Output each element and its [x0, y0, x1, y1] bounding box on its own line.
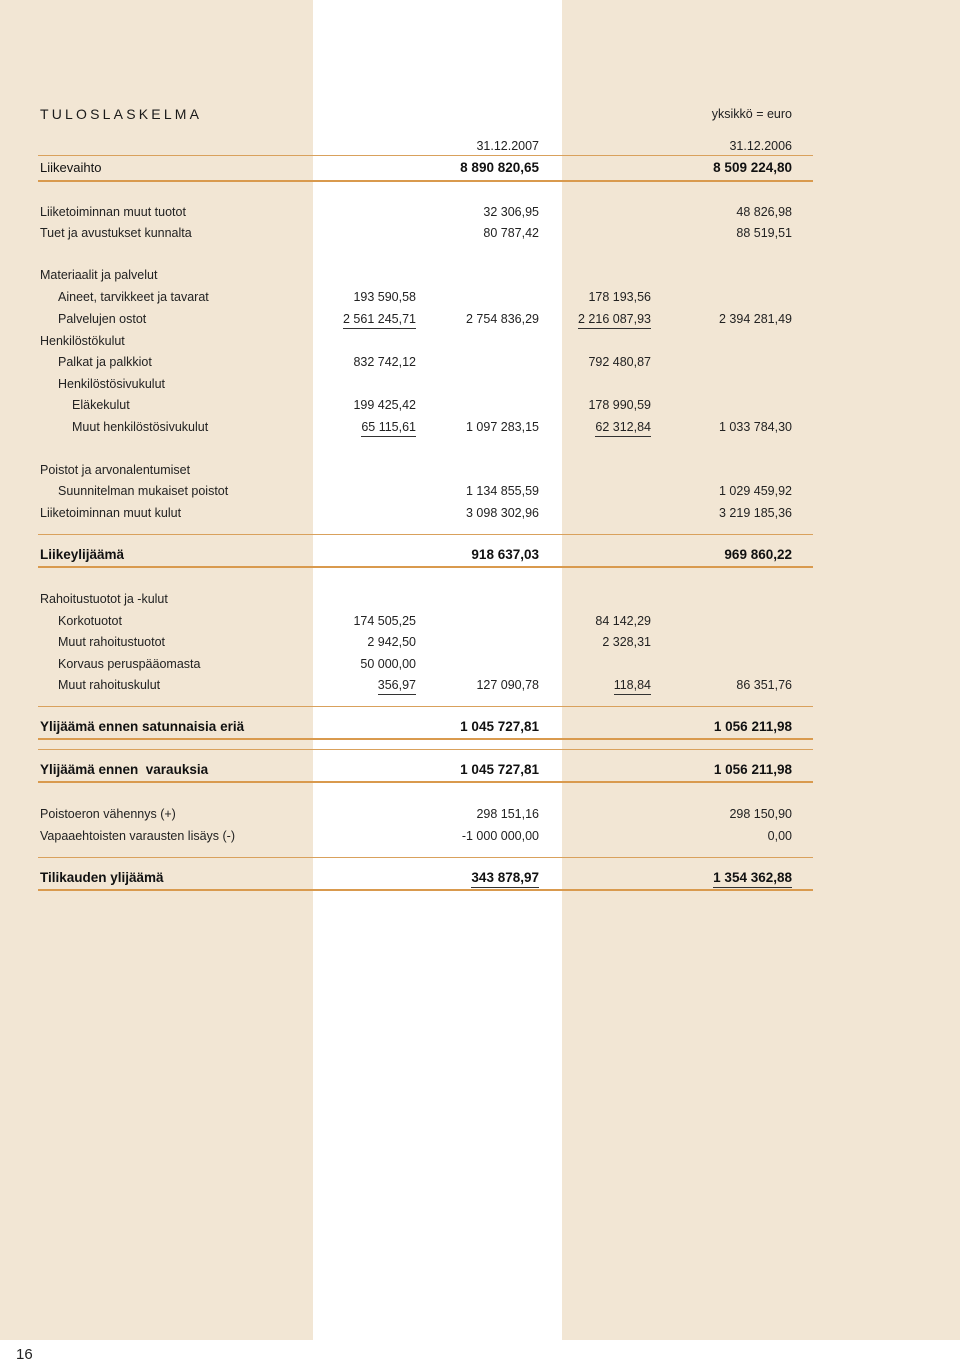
section-rule — [38, 738, 813, 740]
row-label: Korvaus peruspääomasta — [58, 657, 201, 671]
subvalue-2007: 65 115,61 — [361, 418, 416, 437]
value-2006: 2 394 281,49 — [719, 312, 792, 326]
row-label: Liiketoiminnan muut tuotot — [40, 205, 186, 219]
value-2007: 127 090,78 — [476, 678, 539, 692]
value-2006: 8 509 224,80 — [713, 160, 792, 175]
subvalue-2006: 2 328,31 — [602, 635, 651, 649]
value-2006: 1 354 362,88 — [713, 869, 792, 888]
row-elakekulut — [0, 396, 960, 418]
row-palkat — [0, 353, 960, 375]
value-2007: 1 134 855,59 — [466, 484, 539, 498]
value-2007: 3 098 302,96 — [466, 506, 539, 520]
row-vapaaehtoiset — [0, 827, 960, 849]
value-2006: 88 519,51 — [736, 226, 792, 240]
value-2007: 80 787,42 — [483, 226, 539, 240]
subvalue-2007: 50 000,00 — [360, 657, 416, 671]
value-2007: 8 890 820,65 — [460, 160, 539, 175]
value-2006: 48 826,98 — [736, 205, 792, 219]
row-label: Liikeylijäämä — [40, 547, 125, 562]
value-2006: 1 056 211,98 — [713, 719, 792, 734]
value-2006: 0,00 — [767, 829, 792, 843]
row-label: Poistot ja arvonalentumiset — [40, 463, 191, 477]
value-2006: 1 029 459,92 — [719, 484, 792, 498]
page-number: 16 — [16, 1346, 33, 1363]
value-2007: -1 000 000,00 — [461, 829, 539, 843]
row-aineet — [0, 288, 960, 310]
row-label: Materiaalit ja palvelut — [40, 268, 158, 282]
value-2006: 969 860,22 — [724, 547, 792, 562]
row-label: Aineet, tarvikkeet ja tavarat — [58, 290, 209, 304]
section-rule — [38, 566, 813, 568]
value-2007: 1 045 727,81 — [460, 762, 539, 777]
value-2007: 1 097 283,15 — [466, 420, 539, 434]
subvalue-2006: 178 990,59 — [588, 398, 651, 412]
section-rule — [38, 749, 813, 750]
row-label: Vapaaehtoisten varausten lisäys (-) — [40, 829, 236, 843]
value-2007: 343 878,97 — [471, 869, 539, 888]
value-2006: 298 150,90 — [729, 807, 792, 821]
row-label: Tilikauden ylijäämä — [40, 870, 164, 885]
row-label: Korkotuotot — [58, 614, 122, 628]
header-rule — [38, 155, 813, 156]
row-label: Muut henkilöstösivukulut — [72, 420, 209, 434]
subvalue-2006: 62 312,84 — [595, 418, 651, 437]
row-tilikauden — [0, 869, 960, 891]
row-label: Henkilöstökulut — [40, 334, 125, 348]
row-poistot — [0, 461, 960, 483]
column-header-2007: 31.12.2007 — [476, 139, 539, 153]
value-2006: 1 033 784,30 — [719, 420, 792, 434]
row-rahoitus — [0, 590, 960, 612]
subvalue-2007: 193 590,58 — [353, 290, 416, 304]
row-label: Henkilöstösivukulut — [58, 377, 165, 391]
row-label: Suunnitelman mukaiset poistot — [58, 484, 229, 498]
row-korvaus — [0, 655, 960, 677]
row-muut-tuotot — [0, 203, 960, 225]
subvalue-2007: 2 942,50 — [367, 635, 416, 649]
unit-note: yksikkö = euro — [711, 107, 792, 121]
value-2006: 1 056 211,98 — [713, 762, 792, 777]
subvalue-2006: 84 142,29 — [595, 614, 651, 628]
subvalue-2006: 118,84 — [614, 676, 651, 695]
value-2006: 3 219 185,36 — [719, 506, 792, 520]
section-rule — [38, 706, 813, 707]
row-suunnitelman — [0, 482, 960, 504]
row-label: Muut rahoitustuotot — [58, 635, 166, 649]
row-liikeylijaama — [0, 546, 960, 568]
row-ylijaama-satunnaisia — [0, 718, 960, 740]
row-henkilostosivukulut — [0, 375, 960, 397]
row-label: Ylijäämä ennen varauksia — [40, 762, 209, 777]
row-tuet — [0, 224, 960, 246]
section-rule — [38, 857, 813, 858]
row-muut-sivukulut — [0, 418, 960, 440]
subvalue-2007: 832 742,12 — [353, 355, 416, 369]
value-2007: 298 151,16 — [476, 807, 539, 821]
subvalue-2006: 2 216 087,93 — [578, 310, 651, 329]
row-poistoero — [0, 805, 960, 827]
row-label: Poistoeron vähennys (+) — [40, 807, 176, 821]
value-2006: 86 351,76 — [736, 678, 792, 692]
row-label: Liiketoiminnan muut kulut — [40, 506, 182, 520]
row-label: Tuet ja avustukset kunnalta — [40, 226, 192, 240]
subvalue-2006: 178 193,56 — [588, 290, 651, 304]
row-label: Muut rahoituskulut — [58, 678, 161, 692]
row-korkotuotot — [0, 612, 960, 634]
value-2007: 1 045 727,81 — [460, 719, 539, 734]
row-label: Palvelujen ostot — [58, 312, 147, 326]
row-muut-rahoituskulut — [0, 676, 960, 698]
row-muut-rahoitustuotot — [0, 633, 960, 655]
subvalue-2007: 199 425,42 — [353, 398, 416, 412]
section-rule — [38, 180, 813, 182]
row-label: Eläkekulut — [72, 398, 130, 412]
row-liikevaihto — [0, 159, 960, 181]
row-label: Liikevaihto — [40, 160, 102, 175]
subvalue-2007: 2 561 245,71 — [343, 310, 416, 329]
column-header-2006: 31.12.2006 — [729, 139, 792, 153]
subvalue-2007: 356,97 — [378, 676, 416, 695]
subvalue-2006: 792 480,87 — [588, 355, 651, 369]
row-muut-kulut — [0, 504, 960, 526]
subvalue-2007: 174 505,25 — [353, 614, 416, 628]
value-2007: 32 306,95 — [483, 205, 539, 219]
section-rule — [38, 781, 813, 783]
page-title: TULOSLASKELMA — [40, 106, 203, 122]
row-ylijaama-varauksia — [0, 761, 960, 783]
row-label: Rahoitustuotot ja -kulut — [40, 592, 168, 606]
value-2007: 918 637,03 — [471, 547, 539, 562]
row-henkilostokulut — [0, 332, 960, 354]
row-materiaalit — [0, 266, 960, 288]
row-label: Palkat ja palkkiot — [58, 355, 152, 369]
value-2007: 2 754 836,29 — [466, 312, 539, 326]
row-palvelujen-ostot — [0, 310, 960, 332]
row-label: Ylijäämä ennen satunnaisia eriä — [40, 719, 245, 734]
section-rule — [38, 534, 813, 535]
section-rule — [38, 889, 813, 891]
